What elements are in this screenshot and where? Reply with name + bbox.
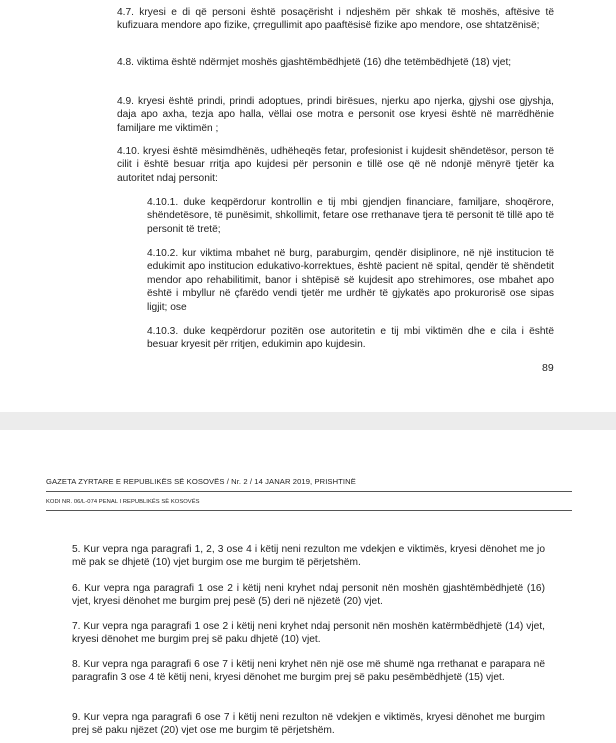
page-number: 89 [542,362,554,374]
paragraph-4-7: 4.7. kryesi e di që personi është posaçërisht i ndjeshëm për shkak të moshës, aftësive të kufizuara mendore apo fizike, çrregullimit apo paaftësisë fizike apo mendore, ose shtatzënisë; [117,7,554,32]
paragraph-4-10-3: 4.10.3. duke keqpërdorur pozitën ose autoritetin e tij mbi viktimën dhe e cila i është besuar kryesit për rritjen, edukimin apo kujdesin. [147,326,554,351]
paragraph-6: 6. Kur vepra nga paragrafi 1 ose 2 i këtij neni kryhet ndaj personit nën moshën gjashtëmbëdhjetë (16) vjet, kryesi dënohet me burgim prej pesë (5) deri në njëzetë (20) vjet. [72,583,545,608]
paragraph-4-9: 4.9. kryesi është prindi, prindi adoptues, prindi birësues, njerku apo njerka, gjyshi ose gjyshja, daja apo axha, tezja apo halla, vëllai ose motra e personit ose kryesi është në marrëdhënie familjare me viktimën ; [117,96,554,134]
paragraph-4-10-2: 4.10.2. kur viktima mbahet në burg, paraburgim, qendër disiplinore, në një institucion të edukimit apo institucion edukativo-korrektues, është pacient në spital, qendër të shëndetit mendor apo rehabilitimit, banor i shtëpisë së kujdesit apo strehimores, ose mbahet apo është i mbyllur në çfarëdo vendi tjetër me urdhër të gjykatës apo prokurorisë ose sipas ligjit; ose [147,248,554,313]
header-rule [46,491,572,492]
paragraph-7: 7. Kur vepra nga paragrafi 1 ose 2 i këtij neni kryhet ndaj personit nën moshën katërmbëdhjetë (14) vjet, kryesi dënohet me burgim prej së paku dhjetë (10) vjet. [72,621,545,646]
paragraph-9: 9. Kur vepra nga paragrafi 6 ose 7 i këtij neni rezulton në vdekjen e viktimës, kryesi dënohet me burgim prej së paku njëzet (20) vjet ose me burgim të përjetshëm. [72,712,545,737]
paragraph-4-10: 4.10. kryesi është mësimdhënës, udhëheqës fetar, profesionist i kujdesit shëndetësor, person të cilit i është besuar rritja apo kujdesi për personin e tillë ose që në ndonjë mënyrë tjetër ka autoritet ndaj personit: [117,146,554,184]
code-subheader: KODI NR. 06/L-074 PENAL I REPUBLIKËS SË KOSOVËS [46,499,200,505]
paragraph-5: 5. Kur vepra nga paragrafi 1, 2, 3 ose 4 i këtij neni rezulton me vdekjen e viktimës, kryesi dënohet me jo më pak se dhjetë (10) vjet burgim ose me burgim të përjetshëm. [72,544,545,569]
paragraph-4-8: 4.8. viktima është ndërmjet moshës gjashtëmbëdhjetë (16) dhe tetëmbëdhjetë (18) vjet; [117,57,512,68]
gazette-header: GAZETA ZYRTARE E REPUBLIKËS SË KOSOVËS / Nr. 2 / 14 JANAR 2019, PRISHTINË [46,477,356,486]
paragraph-8: 8. Kur vepra nga paragrafi 6 ose 7 i këtij neni kryhet nën një ose më shumë nga rrethanat e parapara në paragrafin 3 ose 4 të këtij neni, kryesi dënohet me burgim prej së paku pesëmbëdhjetë (15) vjet. [72,659,545,684]
subheader-rule [46,510,572,511]
paragraph-4-10-1: 4.10.1. duke keqpërdorur kontrollin e tij mbi gjendjen financiare, familjare, shoqërore, shëndetësore, të punësimit, shkollimit, fetare ose rrethanave tjera të personit të tillë apo të personit të tretë; [147,197,554,235]
